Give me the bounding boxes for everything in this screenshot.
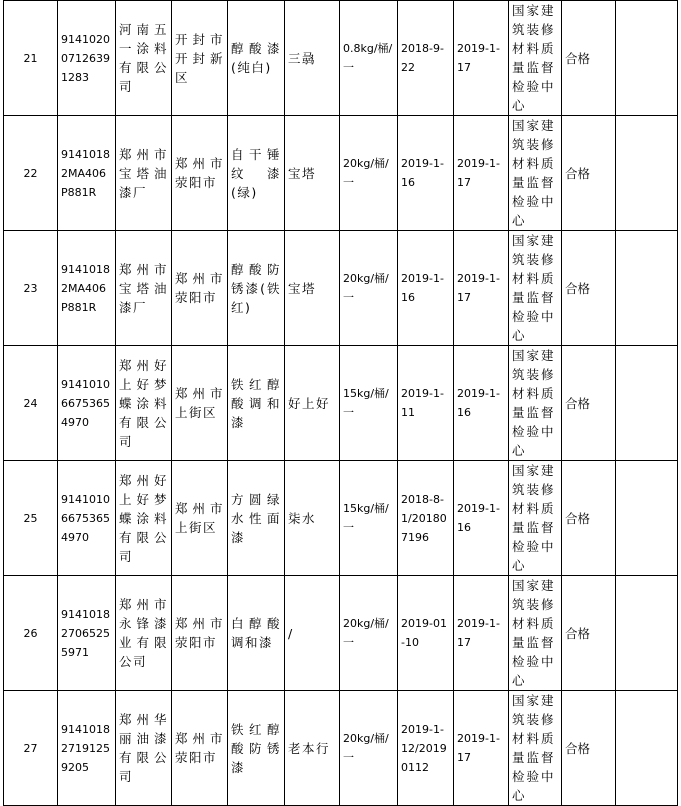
row-number-cell: 23 xyxy=(4,231,58,346)
company-name-cell: 郑州市宝塔油漆厂 xyxy=(116,116,172,231)
credit-code-cell: 91410182MA406P881R xyxy=(58,231,116,346)
brand-cell: 宝塔 xyxy=(285,116,340,231)
credit-code-cell: 914101066753654970 xyxy=(58,346,116,461)
table-row xyxy=(4,116,678,231)
product-name-cell: 醇酸漆(纯白) xyxy=(228,1,285,116)
result-cell: 合格 xyxy=(562,116,616,231)
test-date-cell: 2019-1-16 xyxy=(454,346,509,461)
specification-cell: 20kg/桶/一 xyxy=(340,231,398,346)
specification-cell: 20kg/桶/一 xyxy=(340,116,398,231)
result-cell: 合格 xyxy=(562,576,616,691)
product-name-cell: 醇酸防锈漆(铁红) xyxy=(228,231,285,346)
location-cell: 郑州市荥阳市 xyxy=(172,231,228,346)
specification-cell: 15kg/桶/一 xyxy=(340,346,398,461)
row-number-cell: 21 xyxy=(4,1,58,116)
brand-cell: 好上好 xyxy=(285,346,340,461)
remarks-cell xyxy=(616,116,678,231)
company-name-cell: 郑州好上好梦蝶涂料有限公司 xyxy=(116,346,172,461)
production-date-cell: 2019-1-11 xyxy=(398,346,454,461)
company-name-cell: 河南五一涂料有限公司 xyxy=(116,1,172,116)
result-cell: 合格 xyxy=(562,1,616,116)
test-date-cell: 2019-1-16 xyxy=(454,461,509,576)
testing-agency-cell: 国家建筑装修材料质量监督检验中心 xyxy=(509,461,562,576)
product-name-cell: 铁红醇酸调和漆 xyxy=(228,346,285,461)
production-date-cell: 2018-9-22 xyxy=(398,1,454,116)
row-number-cell: 24 xyxy=(4,346,58,461)
remarks-cell xyxy=(616,231,678,346)
location-cell: 郑州市荥阳市 xyxy=(172,691,228,806)
row-number-cell: 22 xyxy=(4,116,58,231)
brand-cell: 宝塔 xyxy=(285,231,340,346)
remarks-cell xyxy=(616,1,678,116)
specification-cell: 15kg/桶/一 xyxy=(340,461,398,576)
result-cell: 合格 xyxy=(562,346,616,461)
inspection-table xyxy=(3,0,678,806)
product-name-cell: 白醇酸调和漆 xyxy=(228,576,285,691)
brand-cell: 老本行 xyxy=(285,691,340,806)
production-date-cell: 2019-01-10 xyxy=(398,576,454,691)
remarks-cell xyxy=(616,691,678,806)
product-name-cell: 铁红醇酸防锈漆 xyxy=(228,691,285,806)
test-date-cell: 2019-1-17 xyxy=(454,231,509,346)
credit-code-cell: 914101066753654970 xyxy=(58,461,116,576)
testing-agency-cell: 国家建筑装修材料质量监督检验中心 xyxy=(509,231,562,346)
test-date-cell: 2019-1-17 xyxy=(454,576,509,691)
testing-agency-cell: 国家建筑装修材料质量监督检验中心 xyxy=(509,346,562,461)
testing-agency-cell: 国家建筑装修材料质量监督检验中心 xyxy=(509,116,562,231)
remarks-cell xyxy=(616,461,678,576)
product-name-cell: 自干锤纹漆(绿) xyxy=(228,116,285,231)
testing-agency-cell: 国家建筑装修材料质量监督检验中心 xyxy=(509,576,562,691)
remarks-cell xyxy=(616,576,678,691)
row-number-cell: 25 xyxy=(4,461,58,576)
test-date-cell: 2019-1-17 xyxy=(454,691,509,806)
brand-cell: 三骉 xyxy=(285,1,340,116)
credit-code-cell: 914101827191259205 xyxy=(58,691,116,806)
credit-code-cell: 91410182MA406P881R xyxy=(58,116,116,231)
production-date-cell: 2019-1-16 xyxy=(398,231,454,346)
result-cell: 合格 xyxy=(562,461,616,576)
product-name-cell: 方圆绿水性面漆 xyxy=(228,461,285,576)
credit-code-cell: 914101827065255971 xyxy=(58,576,116,691)
credit-code-cell: 914102007126391283 xyxy=(58,1,116,116)
brand-cell: / xyxy=(285,576,340,691)
production-date-cell: 2019-1-16 xyxy=(398,116,454,231)
result-cell: 合格 xyxy=(562,231,616,346)
location-cell: 郑州市上街区 xyxy=(172,461,228,576)
location-cell: 开封市开封新区 xyxy=(172,1,228,116)
company-name-cell: 郑州好上好梦蝶涂料有限公司 xyxy=(116,461,172,576)
company-name-cell: 郑州市永锋漆业有限公司 xyxy=(116,576,172,691)
test-date-cell: 2019-1-17 xyxy=(454,116,509,231)
remarks-cell xyxy=(616,346,678,461)
production-date-cell: 2018-8-1/201807196 xyxy=(398,461,454,576)
specification-cell: 0.8kg/桶/一 xyxy=(340,1,398,116)
test-date-cell: 2019-1-17 xyxy=(454,1,509,116)
table-row xyxy=(4,691,678,806)
row-number-cell: 26 xyxy=(4,576,58,691)
company-name-cell: 郑州市宝塔油漆厂 xyxy=(116,231,172,346)
location-cell: 郑州市荥阳市 xyxy=(172,576,228,691)
specification-cell: 20kg/桶/一 xyxy=(340,691,398,806)
row-number-cell: 27 xyxy=(4,691,58,806)
testing-agency-cell: 国家建筑装修材料质量监督检验中心 xyxy=(509,1,562,116)
table-row xyxy=(4,461,678,576)
brand-cell: 柒水 xyxy=(285,461,340,576)
table-body xyxy=(4,1,678,806)
specification-cell: 20kg/桶/一 xyxy=(340,576,398,691)
location-cell: 郑州市荥阳市 xyxy=(172,116,228,231)
table-row xyxy=(4,1,678,116)
company-name-cell: 郑州华丽油漆有限公司 xyxy=(116,691,172,806)
table-row xyxy=(4,576,678,691)
table-row xyxy=(4,231,678,346)
result-cell: 合格 xyxy=(562,691,616,806)
location-cell: 郑州市上街区 xyxy=(172,346,228,461)
table-row xyxy=(4,346,678,461)
testing-agency-cell: 国家建筑装修材料质量监督检验中心 xyxy=(509,691,562,806)
production-date-cell: 2019-1-12/20190112 xyxy=(398,691,454,806)
